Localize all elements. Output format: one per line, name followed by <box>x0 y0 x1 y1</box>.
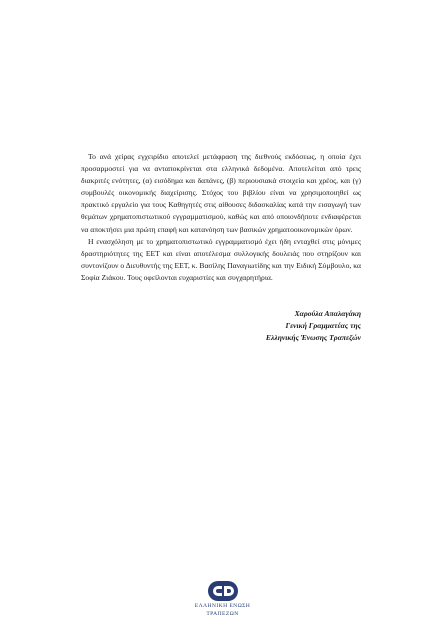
hellenic-bank-association-logo-icon <box>207 580 239 602</box>
logo-text-line2: ΤΡΑΠΕΖΩΝ <box>206 611 239 617</box>
signature-name: Χαρούλα Απαλαγάκη <box>294 309 361 318</box>
body-text <box>81 151 361 284</box>
footer-logo <box>0 580 445 618</box>
paragraph-acknowledgements: Η ενασχόληση με το χρηματοπιστωτικό εγγραμματισμό έχει ήδη ενταχθεί στις μόνιμες δραστηριότητες της ΕΕΤ και είναι αποτέλεσμα συλλογικής δουλειάς που στηρίζουν και συντονίζουν ο Διευθυντής της ΕΕΤ, κ. Βασίλης Παναγιωτίδης και την Ειδική Σύμβουλο, κα Σοφία Ζιάκου. Τους οφείλονται ευχαριστίες και συγχαρητήρια. <box>81 236 361 282</box>
logo-text-line1: ΕΛΛΗΝΙΚΗ ΕΝΩΣΗ <box>194 603 251 609</box>
signature-organization: Ελληνικής Ένωσης Τραπεζών <box>265 333 361 343</box>
paragraph-intro: Το ανά χείρας εγχειρίδιο αποτελεί μετάφραση της διεθνούς εκδόσεως, η οποία έχει προσαρμοστεί για να ανταποκρίνεται στα ελληνικά δεδομένα. Αποτελείται από τρεις διακριτές ενότητες, (α) εισόδημα και δαπάνες, (β) περιουσιακά στοιχεία και χρέος, και (γ) συμβουλές οικονομικής διαχείρισης. Στόχος του βιβλίου είναι να χρησιμοποιηθεί ως πρακτικό εργαλείο για τους Καθηγητές στις αίθουσες διδασκαλίας κατά την εισαγωγή των θεμάτων χρηματοπιστωτικού εγγραμματισμού, καθώς και από οποιονδήποτε ενδιαφέρεται να αποκτήσει μια πρώτη επαφή και κατανόηση των βασικών χρηματοοικονομικών όρων. <box>81 152 361 234</box>
signature-block <box>200 308 361 344</box>
signature-title: Γενική Γραμματέας της <box>285 321 361 331</box>
